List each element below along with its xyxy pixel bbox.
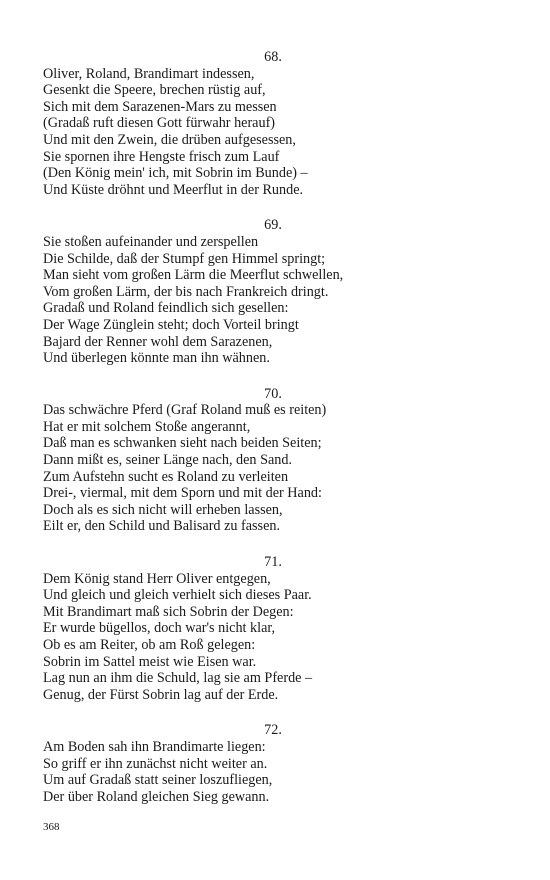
stanza-69	[43, 217, 503, 366]
verse-line: Eilt er, den Schild und Balisard zu fassen.	[43, 518, 281, 535]
verse-line: Gradaß und Roland feindlich sich gesellen:	[43, 300, 289, 317]
stanza-number: 69.	[264, 217, 282, 234]
verse-line: Sie stoßen aufeinander und zerspellen	[43, 233, 259, 250]
verse-line: Und überlegen könnte man ihn wähnen.	[43, 350, 270, 367]
verse-line: Genug, der Fürst Sobrin lag auf der Erde.	[43, 686, 279, 703]
stanza-number: 68.	[264, 49, 282, 65]
verse-line: (Gradaß ruft diesen Gott fürwahr herauf)	[43, 115, 276, 132]
page-number: 368	[43, 821, 60, 833]
verse-line: Ob es am Reiter, ob am Roß gelegen:	[43, 637, 256, 653]
stanza-71	[43, 554, 503, 703]
verse-line: Das schwächre Pferd (Graf Roland muß es reiten)	[43, 402, 327, 419]
verse-line: Daß man es schwanken sieht nach beiden Seiten;	[43, 435, 322, 452]
verse-line: Sie spornen ihre Hengste frisch zum Lauf	[43, 148, 280, 165]
verse-line: Drei-, viermal, mit dem Sporn und mit der Hand:	[43, 485, 322, 502]
verse-line: Oliver, Roland, Brandimart indessen,	[43, 65, 255, 82]
verse-line: Sobrin im Sattel meist wie Eisen war.	[43, 653, 257, 670]
stanza-number: 70.	[264, 385, 282, 402]
verse-line: So griff er ihn zunächst nicht weiter an.	[43, 755, 268, 772]
verse-line: Bajard der Renner wohl dem Sarazenen,	[43, 333, 273, 350]
stanza-70	[43, 386, 503, 535]
stanza-number: 72.	[264, 722, 282, 739]
verse-line: Vom großen Lärm, der bis nach Frankreich dringt.	[43, 283, 329, 300]
verse-line: Er wurde bügellos, doch war's nicht klar,	[43, 620, 276, 637]
verse-line: Und gleich und gleich verhielt sich dieses Paar.	[43, 587, 312, 604]
stanza-68	[43, 49, 503, 198]
verse-line: Die Schilde, daß der Stumpf gen Himmel springt;	[43, 250, 326, 267]
verse-line: Und mit den Zwein, die drüben aufgesessen,	[43, 131, 296, 148]
verse-line: Gesenkt die Speere, brechen rüstig auf,	[43, 82, 266, 99]
verse-line: Der Wage Zünglein steht; doch Vorteil bringt	[43, 316, 299, 333]
verse-line: Dann mißt es, seiner Länge nach, den Sand.	[43, 452, 292, 469]
stanza-72	[43, 722, 503, 805]
verse-line: Mit Brandimart maß sich Sobrin der Degen:	[43, 603, 294, 620]
verse-line: Doch als es sich nicht will erheben lassen,	[43, 501, 283, 518]
verse-line: Am Boden sah ihn Brandimarte liegen:	[43, 738, 266, 755]
verse-line: Zum Aufstehn sucht es Roland zu verleiten	[43, 468, 289, 485]
verse-line: Lag nun an ihm die Schuld, lag sie am Pferde –	[43, 670, 313, 687]
verse-line: Sich mit dem Sarazenen-Mars zu messen	[43, 98, 277, 115]
verse-line: (Den König mein' ich, mit Sobrin im Bunde) –	[43, 165, 308, 182]
verse-line: Hat er mit solchem Stoße angerannt,	[43, 418, 251, 435]
verse-line: Um auf Gradaß statt seiner loszufliegen,	[43, 772, 273, 789]
verse-line: Der über Roland gleichen Sieg gewann.	[43, 788, 270, 805]
verse-line: Dem König stand Herr Oliver entgegen,	[43, 570, 271, 587]
verse-line: Man sieht vom großen Lärm die Meerflut schwellen,	[43, 267, 344, 284]
verse-line: Und Küste dröhnt und Meerflut in der Runde.	[43, 181, 304, 198]
stanza-number: 71.	[264, 554, 282, 571]
poem-page	[43, 49, 503, 824]
